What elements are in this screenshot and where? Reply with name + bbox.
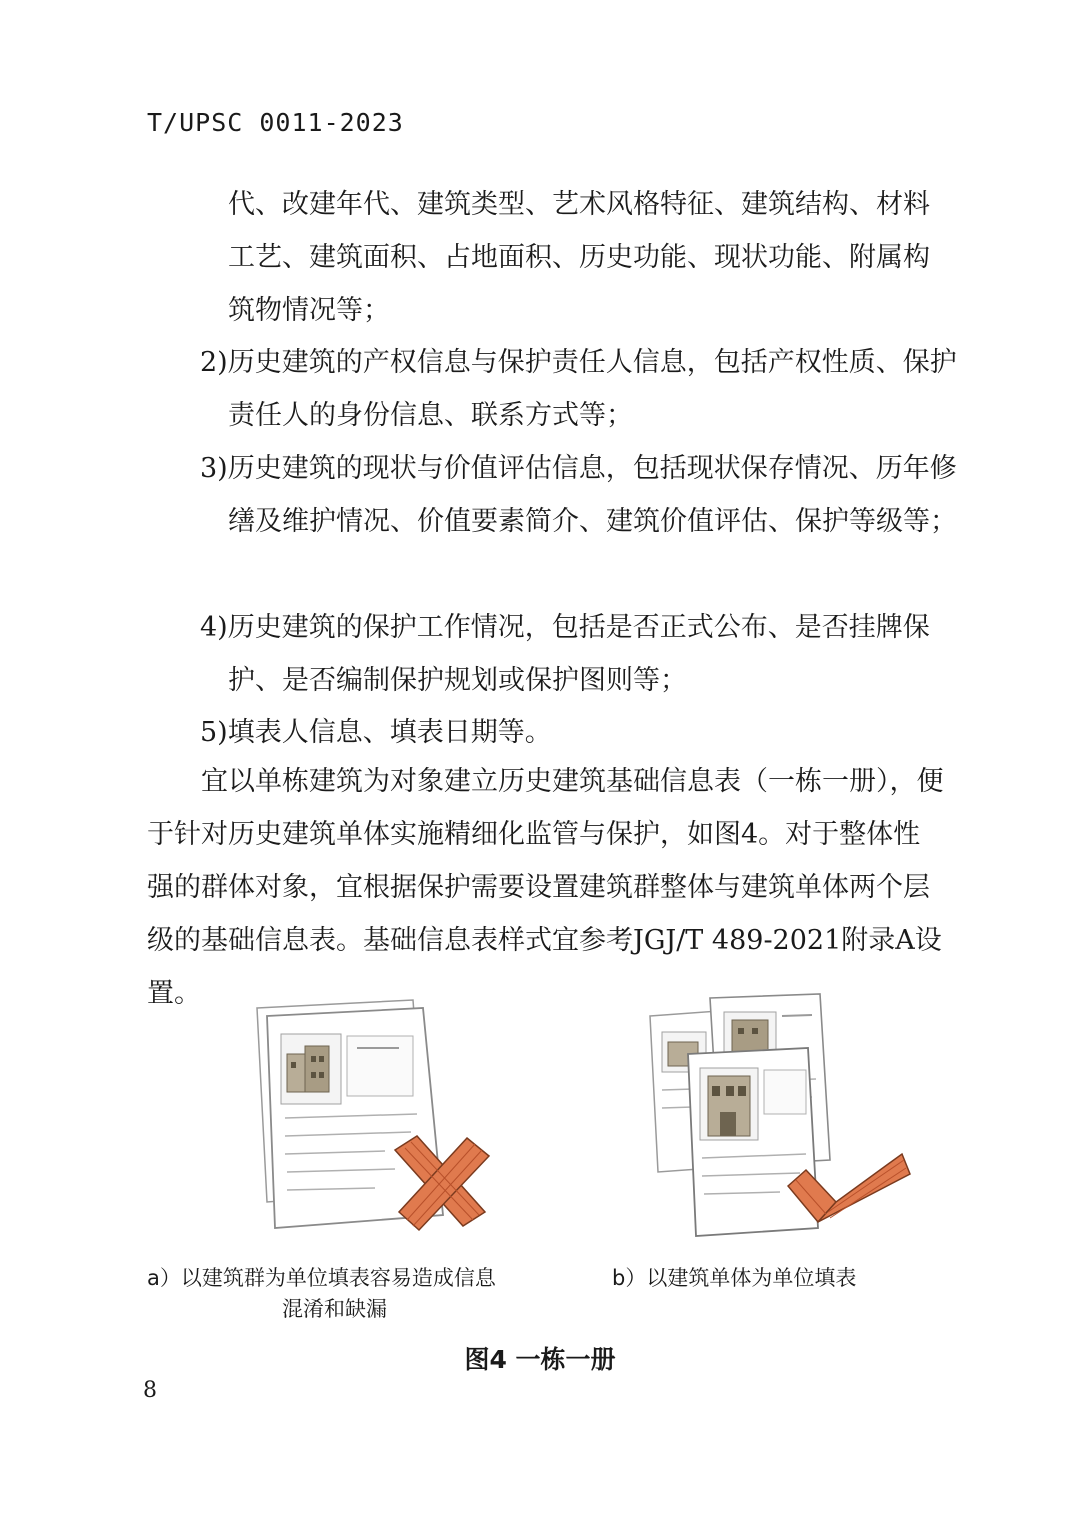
illustration-wrong-group-form <box>245 990 505 1250</box>
page-number: 8 <box>143 1378 157 1403</box>
list-item-continuation: 代、改建年代、建筑类型、艺术风格特征、建筑结构、材料工艺、建筑面积、占地面积、历史功能、现状功能、附属构筑物情况等； <box>228 189 930 326</box>
list-item-2: 2)历史建筑的产权信息与保护责任人信息，包括产权性质、保护责任人的身份信息、联系方式等； <box>200 347 957 431</box>
body-paragraph: 宜以单栋建筑为对象建立历史建筑基础信息表（一栋一册），便于针对历史建筑单体实施精细化监管与保护，如图4。对于整体性强的群体对象，宜根据保护需要设置建筑群整体与建筑单体两个层级的基础信息表。基础信息表样式宜参考JGJ/T 489-2021附录A设置。 <box>147 766 944 1009</box>
figure-4 <box>0 990 1080 1260</box>
list-item-3: 3)历史建筑的现状与价值评估信息，包括现状保存情况、历年修缮及维护情况、价值要素简介、建筑价值评估、保护等级等； <box>200 453 957 537</box>
figure-caption-b: b）以建筑单体为单位填表 <box>612 1266 857 1290</box>
document-code-header: T/UPSC 0011-2023 <box>147 108 404 137</box>
list-item-5: 5)填表人信息、填表日期等。 <box>200 717 552 748</box>
figure-title: 图4 一栋一册 <box>464 1345 616 1374</box>
illustration-correct-single-form <box>640 990 920 1250</box>
building-drawing <box>708 1076 750 1136</box>
form-sheet-front <box>688 1048 818 1236</box>
list-item-4: 4)历史建筑的保护工作情况，包括是否正式公布、是否挂牌保护、是否编制保护规划或保护图则等； <box>200 612 930 696</box>
figure-caption-a-line1: a）以建筑群为单位填表容易造成信息 <box>147 1266 496 1290</box>
figure-caption-a <box>147 1263 577 1325</box>
figure-caption-a-line2: 混淆和缺漏 <box>282 1297 387 1321</box>
